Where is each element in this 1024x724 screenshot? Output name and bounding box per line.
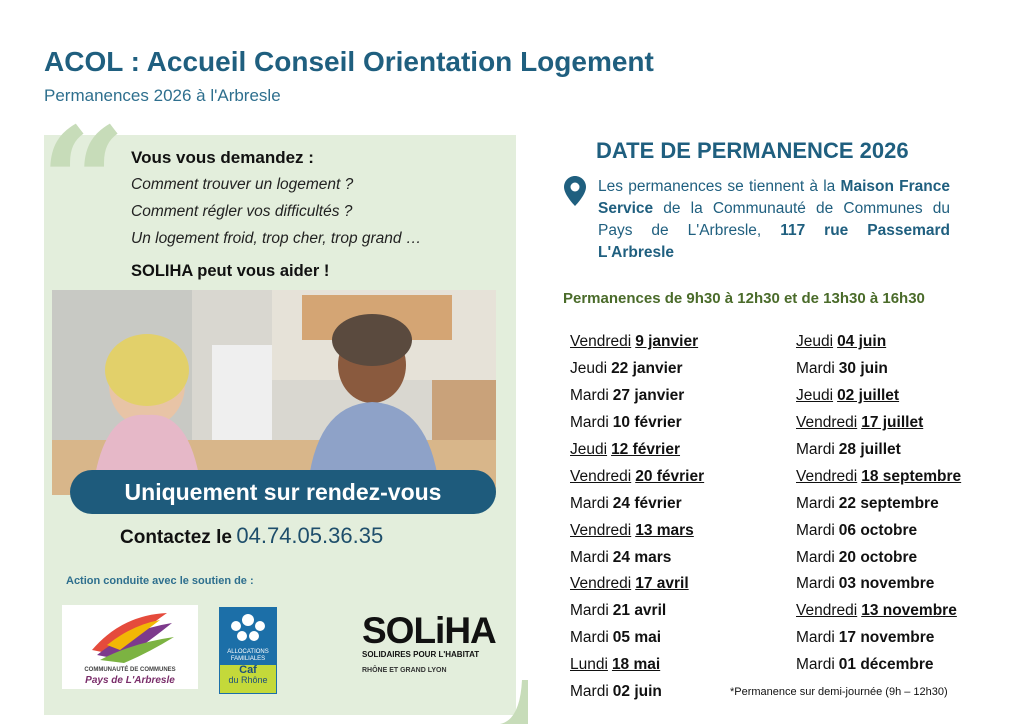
soliha-logo — [362, 612, 496, 674]
date-value: 21 avril — [612, 602, 667, 620]
date-item — [796, 517, 961, 544]
date-day: Mardi — [570, 548, 609, 566]
soliha-tagline: SOLIDAIRES POUR L'HABITAT — [362, 650, 480, 659]
date-item — [570, 437, 704, 464]
opening-hours: Permanences de 9h30 à 12h30 et de 13h30 à 16h30 — [563, 290, 925, 307]
date-value: 28 juillet — [838, 441, 901, 458]
date-day: Vendredi — [570, 467, 632, 485]
date-value: 05 mai — [612, 629, 662, 647]
date-day: Mardi — [796, 629, 835, 647]
date-day: Vendredi — [796, 414, 858, 432]
date-item — [570, 544, 704, 571]
half-day-note: *Permanence sur demi-journée (9h – 12h30) — [730, 686, 948, 698]
date-item — [796, 329, 961, 356]
date-item — [570, 652, 704, 679]
date-day: Jeudi — [570, 441, 608, 458]
caf-bottom — [220, 665, 276, 693]
date-day: Jeudi — [796, 333, 834, 351]
date-item — [570, 329, 704, 356]
pays-logo-line2: Pays de L'Arbresle — [85, 675, 175, 686]
date-day: Lundi — [570, 656, 608, 674]
date-day: Mardi — [796, 656, 835, 674]
date-value: 17 novembre — [838, 629, 935, 647]
date-value: 27 janvier — [612, 387, 685, 405]
date-day: Mardi — [796, 548, 835, 566]
date-item — [796, 598, 961, 625]
help-text: SOLIHA peut vous aider ! — [131, 262, 330, 280]
date-day: Mardi — [796, 494, 835, 512]
page-title: ACOL : Accueil Conseil Orientation Logement — [44, 46, 654, 77]
info-address: 117 rue Passemard L'Arbresle — [598, 222, 950, 261]
date-value: 18 septembre — [861, 467, 962, 485]
pays-arbresle-logo — [62, 605, 198, 689]
question-heading: Vous vous demandez : — [131, 148, 314, 167]
date-value: 10 février — [612, 414, 682, 432]
date-value: 02 juin — [612, 683, 662, 701]
dates-title: DATE DE PERMANENCE 2026 — [596, 138, 909, 163]
page-subtitle: Permanences 2026 à l'Arbresle — [44, 86, 281, 105]
date-value: 17 avril — [635, 575, 689, 593]
date-day: Vendredi — [796, 602, 858, 620]
date-day: Jeudi — [570, 360, 608, 378]
date-item — [796, 544, 961, 571]
date-value: 01 décembre — [838, 656, 934, 674]
date-item — [570, 383, 704, 410]
date-value: 03 novembre — [838, 575, 935, 593]
info-text: de la Communauté de Communes du Pays de L'Arbresle, — [598, 200, 950, 239]
date-value: 30 juin — [838, 360, 888, 378]
pays-logo-line1: COMMUNAUTÉ DE COMMUNES — [84, 667, 176, 673]
date-item — [796, 383, 961, 410]
date-item — [796, 652, 961, 679]
date-item — [796, 356, 961, 383]
date-value: 18 mai — [611, 656, 661, 674]
date-item — [796, 437, 961, 464]
question-line: Comment régler vos difficultés ? — [131, 203, 353, 220]
date-value: 12 février — [611, 441, 681, 458]
dates-column-1 — [570, 329, 704, 705]
date-day: Vendredi — [570, 521, 632, 539]
date-value: 20 février — [635, 467, 705, 485]
caf-region: du Rhône — [228, 675, 268, 685]
date-item — [570, 571, 704, 598]
date-item — [796, 463, 961, 490]
date-day: Mardi — [570, 683, 609, 701]
soliha-name: SOLiHA — [362, 610, 496, 651]
date-item — [570, 463, 704, 490]
date-item — [570, 410, 704, 437]
date-day: Mardi — [796, 360, 835, 378]
date-value: 9 janvier — [635, 333, 699, 351]
date-value: 04 juin — [837, 333, 887, 351]
caf-logo — [219, 607, 277, 694]
question-line: Un logement froid, trop cher, trop grand … — [131, 230, 422, 247]
phone-number[interactable]: 04.74.05.36.35 — [236, 523, 384, 548]
date-day: Jeudi — [796, 387, 834, 405]
date-value: 02 juillet — [837, 387, 900, 405]
date-item — [570, 517, 704, 544]
contact-label: Contactez le — [120, 527, 232, 548]
date-value: 24 février — [612, 494, 682, 512]
location-info — [598, 176, 950, 264]
date-item — [570, 679, 704, 706]
date-item — [796, 571, 961, 598]
date-value: 13 mars — [635, 521, 694, 539]
support-text: Action conduite avec le soutien de : — [66, 575, 254, 587]
date-day: Vendredi — [570, 333, 632, 351]
date-day: Mardi — [570, 494, 609, 512]
date-day: Vendredi — [570, 575, 632, 593]
location-pin-icon — [564, 176, 586, 206]
date-value: 22 janvier — [611, 360, 683, 378]
date-item — [570, 625, 704, 652]
date-day: Mardi — [570, 387, 609, 405]
info-venue: Maison France Service — [598, 178, 950, 217]
date-day: Mardi — [570, 629, 609, 647]
date-day: Mardi — [796, 441, 835, 458]
consultation-photo — [52, 290, 496, 495]
date-day: Mardi — [570, 414, 609, 432]
date-item — [796, 490, 961, 517]
date-day: Mardi — [796, 521, 835, 539]
date-value: 17 juillet — [861, 414, 924, 432]
date-day: Mardi — [570, 602, 609, 620]
date-item — [570, 490, 704, 517]
appointment-banner: Uniquement sur rendez-vous — [70, 470, 496, 514]
quote-icon: “ — [40, 95, 127, 271]
date-day: Mardi — [796, 575, 835, 593]
caf-name: Caf — [239, 664, 257, 676]
contact-line — [120, 523, 383, 549]
date-value: 20 octobre — [838, 548, 918, 566]
caf-text: ALLOCATIONS FAMILIALES — [227, 649, 269, 662]
date-item — [796, 625, 961, 652]
info-text: Les permanences se tiennent à la — [598, 178, 841, 195]
date-value: 06 octobre — [838, 521, 918, 539]
date-value: 22 septembre — [838, 494, 939, 512]
date-item — [796, 410, 961, 437]
soliha-region: RHÔNE ET GRAND LYON — [362, 667, 447, 674]
date-item — [570, 356, 704, 383]
date-value: 24 mars — [612, 548, 672, 566]
question-line: Comment trouver un logement ? — [131, 176, 354, 193]
dates-column-2 — [796, 329, 961, 679]
date-day: Vendredi — [796, 467, 858, 485]
date-value: 13 novembre — [861, 602, 957, 620]
date-item — [570, 598, 704, 625]
decorative-corner — [470, 680, 530, 724]
